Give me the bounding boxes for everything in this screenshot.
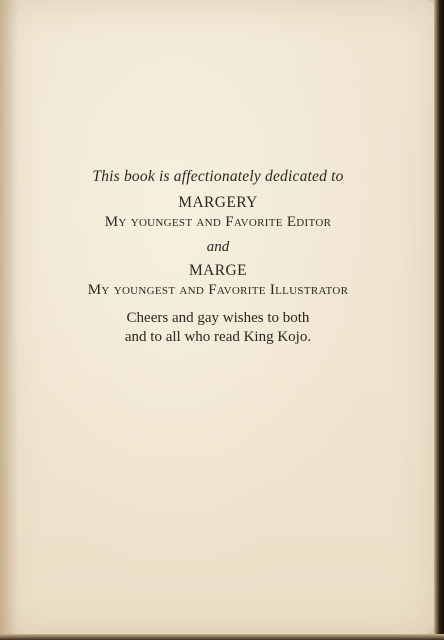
closing-message xyxy=(0,309,436,347)
book-cover-edge-right xyxy=(434,0,444,640)
dedicatee-name-margery: MARGERY xyxy=(178,194,258,211)
dedication-block xyxy=(0,168,436,347)
conjunction-and: and xyxy=(206,239,230,255)
dedicatee-name-marge: MARGE xyxy=(189,262,247,279)
dedicatee-role-illustrator: My youngest and Favorite Illustrator xyxy=(87,282,349,298)
dedication-intro: This book is affectionately dedicated to xyxy=(92,168,344,185)
closing-line-2: and to all who read King Kojo. xyxy=(124,329,312,345)
closing-line-1: Cheers and gay wishes to both xyxy=(126,310,310,326)
book-cover-edge-bottom xyxy=(0,634,444,640)
dedicatee-role-editor: My youngest and Favorite Editor xyxy=(104,214,332,230)
